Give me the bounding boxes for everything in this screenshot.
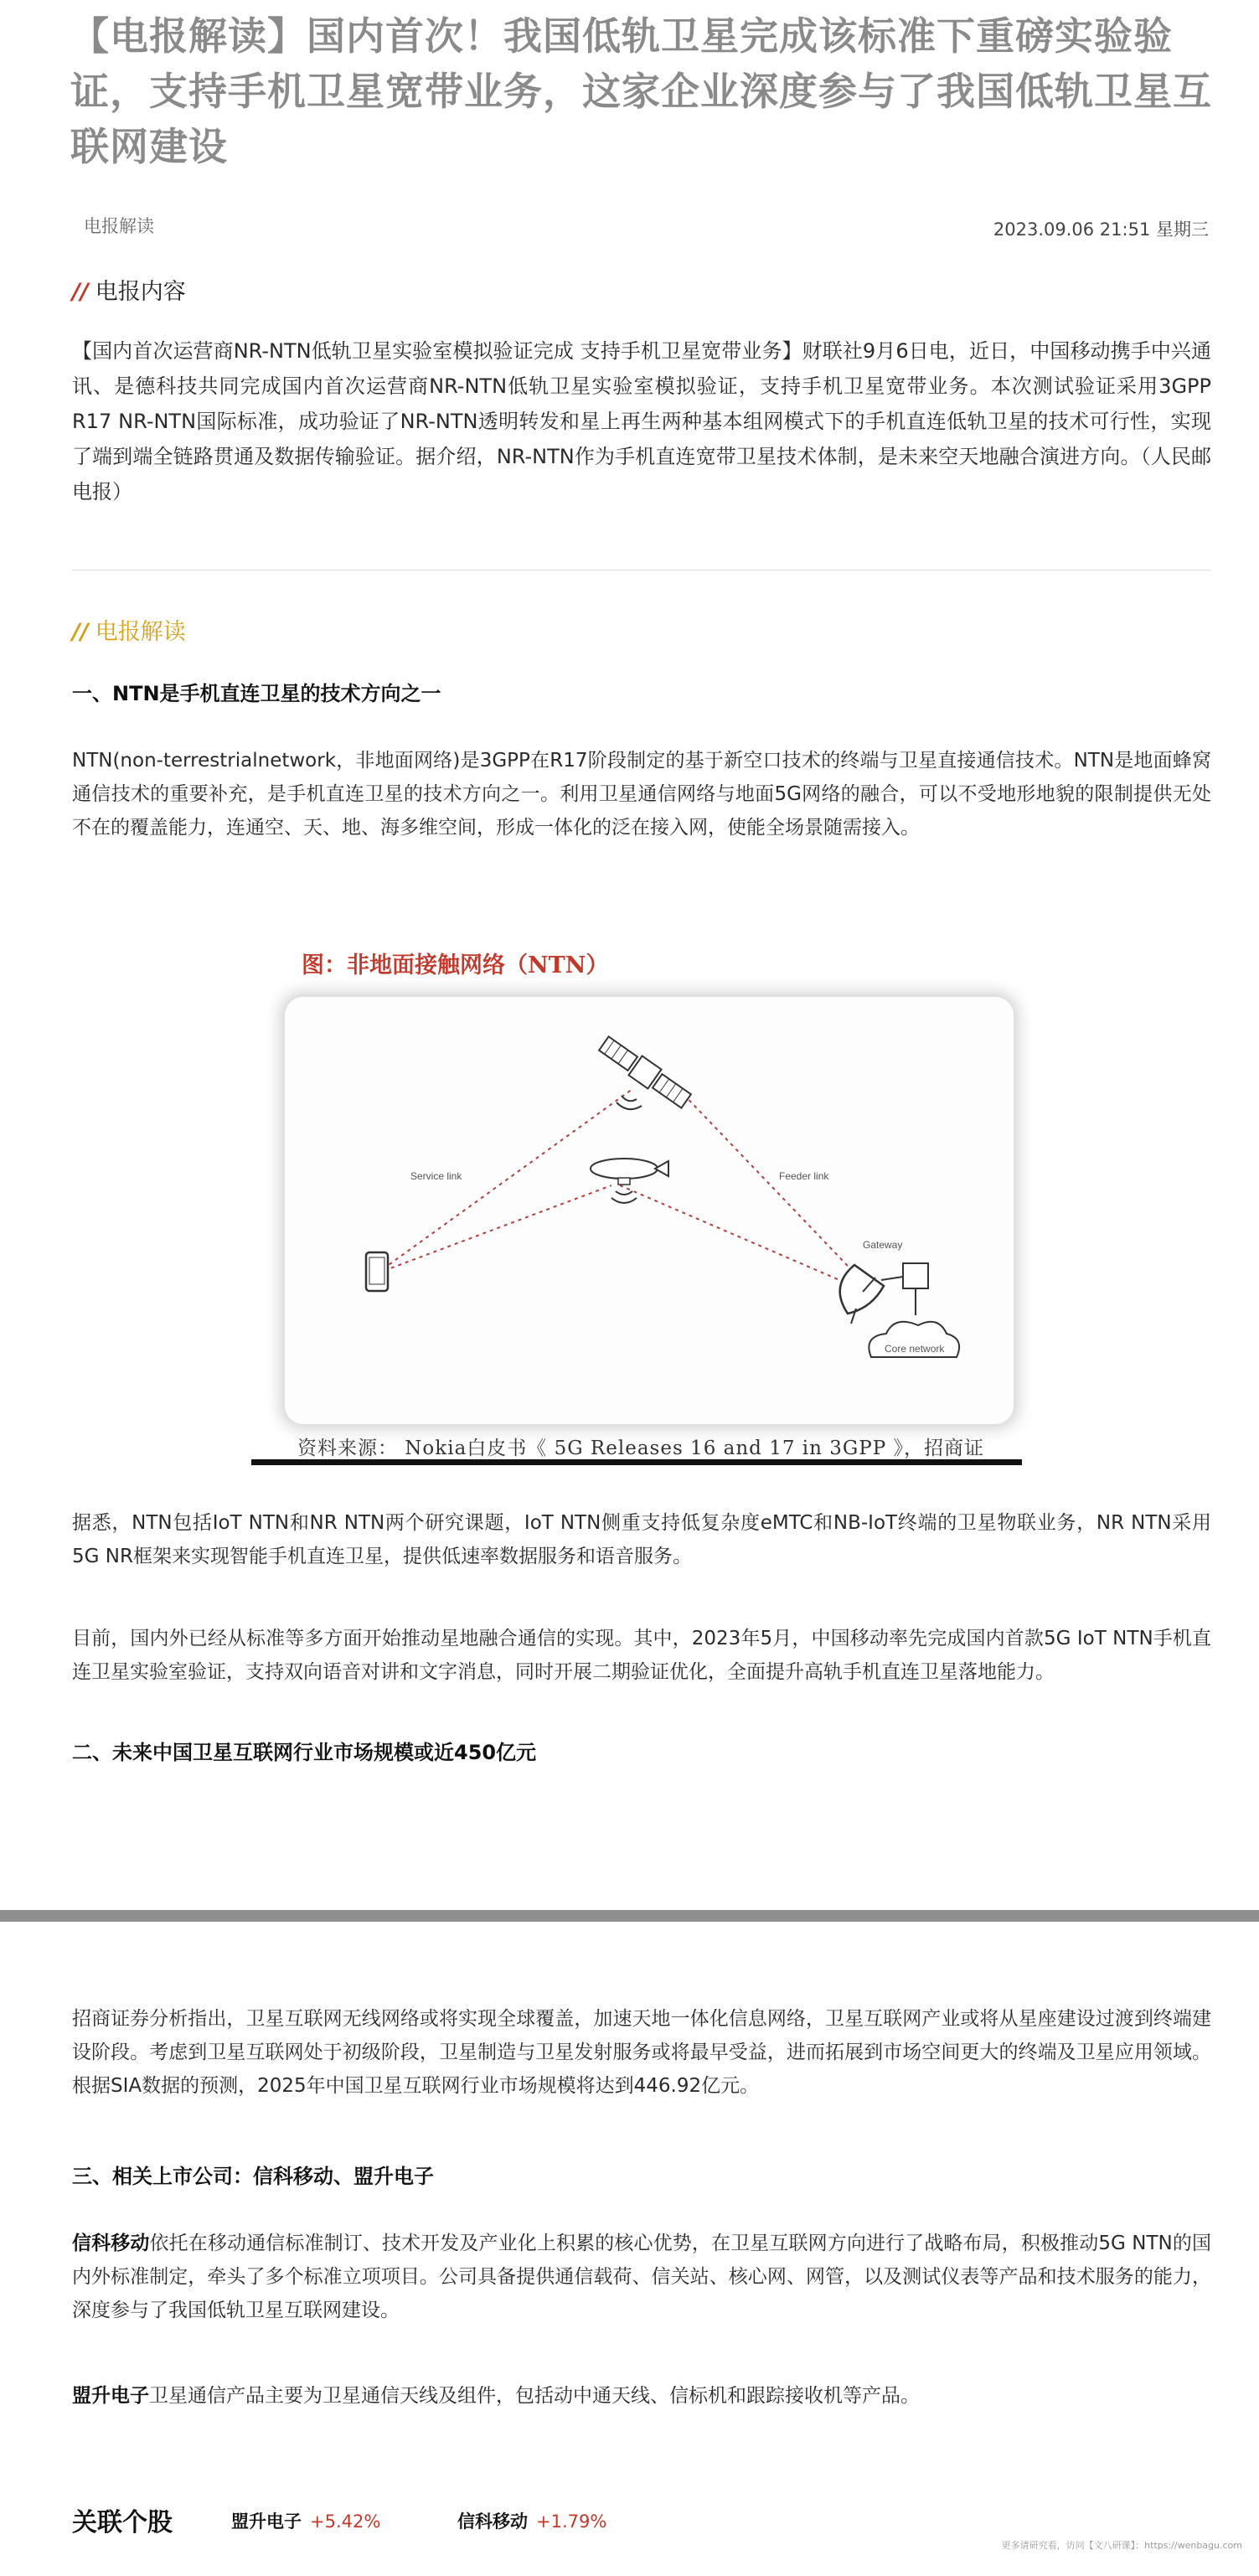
company1-paragraph	[72, 2227, 1211, 2327]
article-category[interactable]: 电报解读	[84, 216, 154, 236]
company2-paragraph	[72, 2379, 1211, 2413]
telegram-heading-label: 电报内容	[95, 279, 186, 305]
service-link-label: Service link	[410, 1170, 462, 1182]
stock-item[interactable]	[231, 2508, 380, 2533]
gateway-label: Gateway	[863, 1239, 903, 1251]
article-datetime: 2023.09.06 21:51 星期三	[993, 219, 1209, 240]
section2-title: 二、未来中国卫星互联网行业市场规模或近450亿元	[72, 1741, 537, 1764]
stock-change: +5.42%	[310, 2511, 381, 2532]
telegram-heading	[72, 278, 186, 307]
article-title: 【电报解读】国内首次！我国低轨卫星完成该标准下重磅实验验证，支持手机卫星宽带业务，这家企业深度参与了我国低轨卫星互联网建设	[70, 13, 1212, 169]
service-link-line-uav	[377, 1185, 611, 1273]
figure-card	[285, 997, 1014, 1424]
ntn-diagram	[285, 997, 1014, 1424]
phone-icon	[366, 1252, 388, 1291]
section1-paragraph-1: NTN(non-terrestrialnetwork，非地面网络)是3GPP在R17阶段制定的基于新空口技术的终端与卫星直接通信技术。NTN是地面蜂窝通信技术的重要补充，是手机直连卫星的技术方向之一。利用卫星通信网络与地面5G网络的融合，可以不受地形地貌的限制提供无处不在的覆盖能力，连通空、天、地、海多维空间，形成一体化的泛在接入网，使能全场景随需接入。	[72, 750, 1211, 839]
section1-paragraph-2: 据悉，NTN包括IoT NTN和NR NTN两个研究课题，IoT NTN侧重支持低复杂度eMTC和NB-IoT终端的卫星物联业务，NR NTN采用5G NR框架来实现智能手机直连卫星，提供低速率数据服务和语音服务。	[72, 1512, 1211, 1567]
telegram-body: 【国内首次运营商NR-NTN低轨卫星实验室模拟验证完成 支持手机卫星宽带业务】财联社9月6日电，近日，中国移动携手中兴通讯、是德科技共同完成国内首次运营商NR-NTN低轨卫星实验室模拟验证，支持手机卫星宽带业务。本次测试验证采用3GPP R17 NR-NTN国际标准，成功验证了NR-NTN透明转发和星上再生两种基本组网模式下的手机直连低轨卫星的技术可行性，实现了端到端全链路贯通及数据传输验证。据介绍，NR-NTN作为手机直连宽带卫星技术体制，是未来空天地融合演进方向。（人民邮电报）	[72, 339, 1211, 503]
section1-title: 一、NTN是手机直连卫星的技术方向之一	[72, 682, 441, 705]
section3-title: 三、相关上市公司：信科移动、盟升电子	[72, 2165, 434, 2188]
feeder-link-label: Feeder link	[779, 1170, 829, 1182]
section1-paragraph-3: 目前，国内外已经从标准等多方面开始推动星地融合通信的实现。其中，2023年5月，中国移动率先完成国内首款5G IoT NTN手机直连卫星实验室验证，支持双向语音对讲和文字消息，同时开展二期验证优化，全面提升高轨手机直连卫星落地能力。	[72, 1628, 1211, 1683]
ntn-figure	[251, 947, 1022, 1466]
company1-text: 依托在移动通信标准制订、技术开发及产业化上积累的核心优势，在卫星互联网方向进行了战略布局，积极推动5G NTN的国内外标准制定，牵头了多个标准立项项目。公司具备提供通信载荷、信关站、核心网、网管，以及测试仪表等产品和技术服务的能力，深度参与了我国低轨卫星互联网建设。	[72, 2233, 1211, 2321]
stock-change: +1.79%	[536, 2511, 607, 2532]
gateway-dish-icon	[840, 1265, 884, 1324]
satellite-icon	[597, 1034, 693, 1111]
slash-icon: //	[72, 619, 89, 645]
figure-source: 资料来源： Nokia白皮书《 5G Releases 16 and 17 in 3GPP 》，招商证	[297, 1438, 985, 1459]
figure-underline	[251, 1459, 1022, 1465]
interpretation-heading-label: 电报解读	[95, 619, 186, 645]
figure-caption: 图：非地面接触网络（NTN）	[302, 952, 609, 978]
feeder-link-line	[679, 1089, 863, 1282]
gateway-box-icon	[903, 1263, 928, 1288]
company1-name[interactable]: 信科移动	[72, 2233, 150, 2254]
feeder-link-line-uav	[620, 1185, 863, 1290]
stock-item[interactable]	[457, 2508, 606, 2533]
section2-paragraph-1: 招商证券分析指出，卫星互联网无线网络或将实现全球覆盖，加速天地一体化信息网络，卫星互联网产业或将从星座建设过渡到终端建设阶段。考虑到卫星互联网处于初级阶段，卫星制造与卫星发射服务或将最早受益，进而拓展到市场空间更大的终端及卫星应用领域。根据SIA数据的预测，2025年中国卫星互联网行业市场规模将达到446.92亿元。	[72, 2008, 1211, 2097]
related-stocks-label: 关联个股	[72, 2508, 173, 2537]
core-network-label: Core network	[885, 1343, 945, 1355]
company2-name[interactable]: 盟升电子	[72, 2385, 149, 2407]
stock-name: 盟升电子	[231, 2511, 302, 2532]
page-separator	[0, 1910, 1259, 1922]
airship-icon	[591, 1159, 668, 1203]
interpretation-heading	[72, 618, 186, 647]
slash-icon: //	[72, 279, 89, 305]
stock-name: 信科移动	[457, 2511, 528, 2532]
company2-text: 卫星通信产品主要为卫星通信天线及组件，包括动中通天线、信标机和跟踪接收机等产品。	[149, 2385, 920, 2407]
footer-note: 更多请研究看，访问【文八研课】：https://wenbagu.com	[1001, 2540, 1242, 2551]
